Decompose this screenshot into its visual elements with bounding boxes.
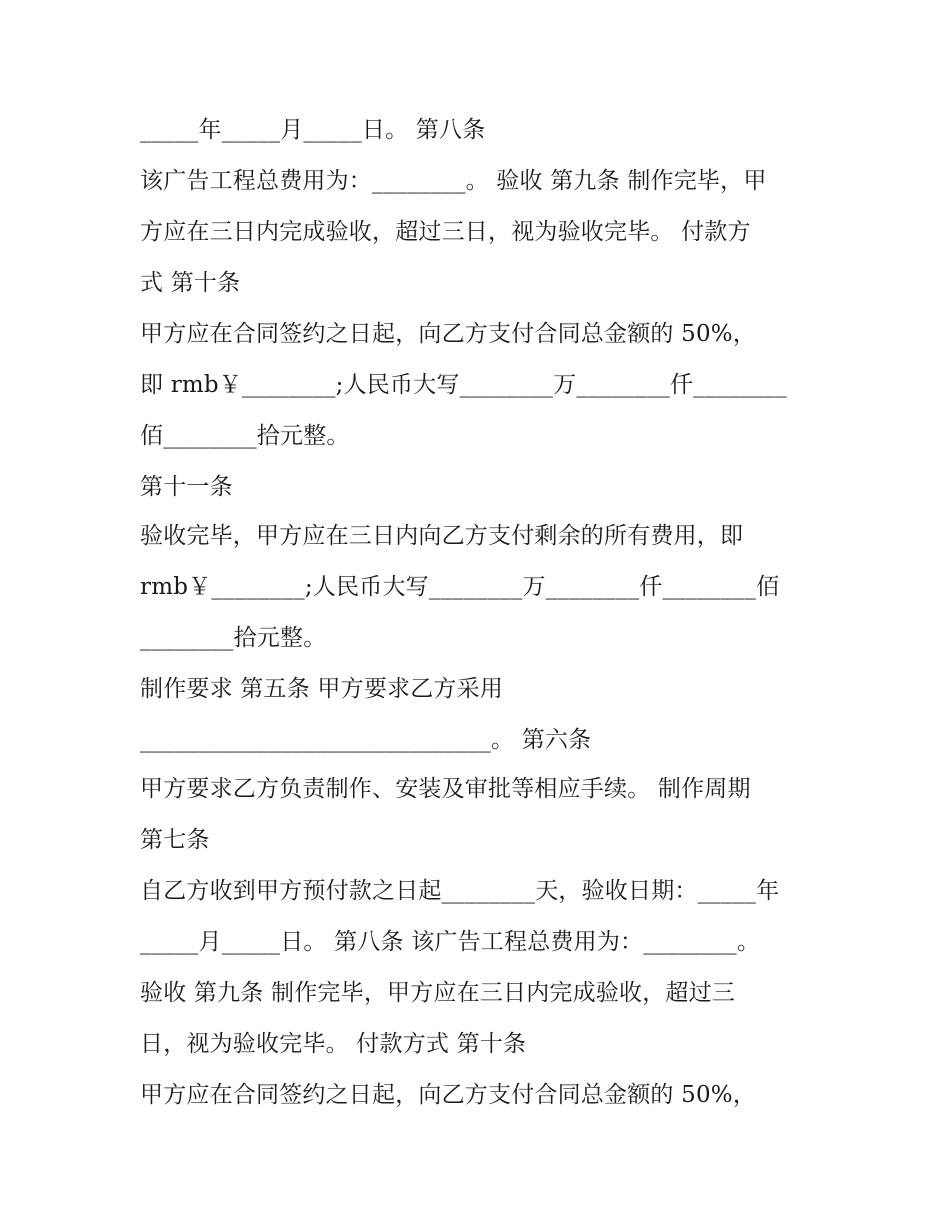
text-line: 甲方要求乙方负责制作、安装及审批等相应手续。 制作周期 [140, 776, 751, 802]
text-line: 自乙方收到甲方预付款之日起________天，验收日期：_____年 [140, 878, 780, 904]
text-line: 方应在三日内完成验收，超过三日，视为验收完毕。 付款方 [140, 219, 751, 245]
text-line: 式 第十条 [140, 270, 241, 296]
text-line: 佰________拾元整。 [140, 423, 350, 449]
text-line: 验收完毕，甲方应在三日内向乙方支付剩余的所有费用，即 [140, 523, 744, 549]
text-line: _____年_____月_____日。 第八条 [140, 117, 486, 143]
text-line: 第七条 [140, 827, 210, 853]
text-line: 制作要求 第五条 甲方要求乙方采用 [140, 676, 504, 702]
text-line: 验收 第九条 制作完毕，甲方应在三日内完成验收，超过三 [140, 980, 736, 1006]
text-line: ______________________________。 第六条 [140, 727, 592, 753]
text-line: 第十一条 [140, 474, 233, 500]
text-line: ________拾元整。 [140, 625, 327, 651]
text-line: rmb￥________;人民币大写________万________仟________佰 [140, 574, 780, 600]
text-line: 甲方应在合同签约之日起，向乙方支付合同总金额的 50%， [140, 321, 757, 347]
text-line: _____月_____日。 第八条 该广告工程总费用为：________。 [140, 929, 761, 955]
text-line: 该广告工程总费用为：________。 验收 第九条 制作完毕，甲 [140, 168, 767, 194]
text-line: 甲方应在合同签约之日起，向乙方支付合同总金额的 50%， [140, 1082, 757, 1108]
text-line: 日，视为验收完毕。 付款方式 第十条 [140, 1031, 527, 1057]
text-line: 即 rmb￥________;人民币大写________万________仟________ [140, 372, 787, 398]
